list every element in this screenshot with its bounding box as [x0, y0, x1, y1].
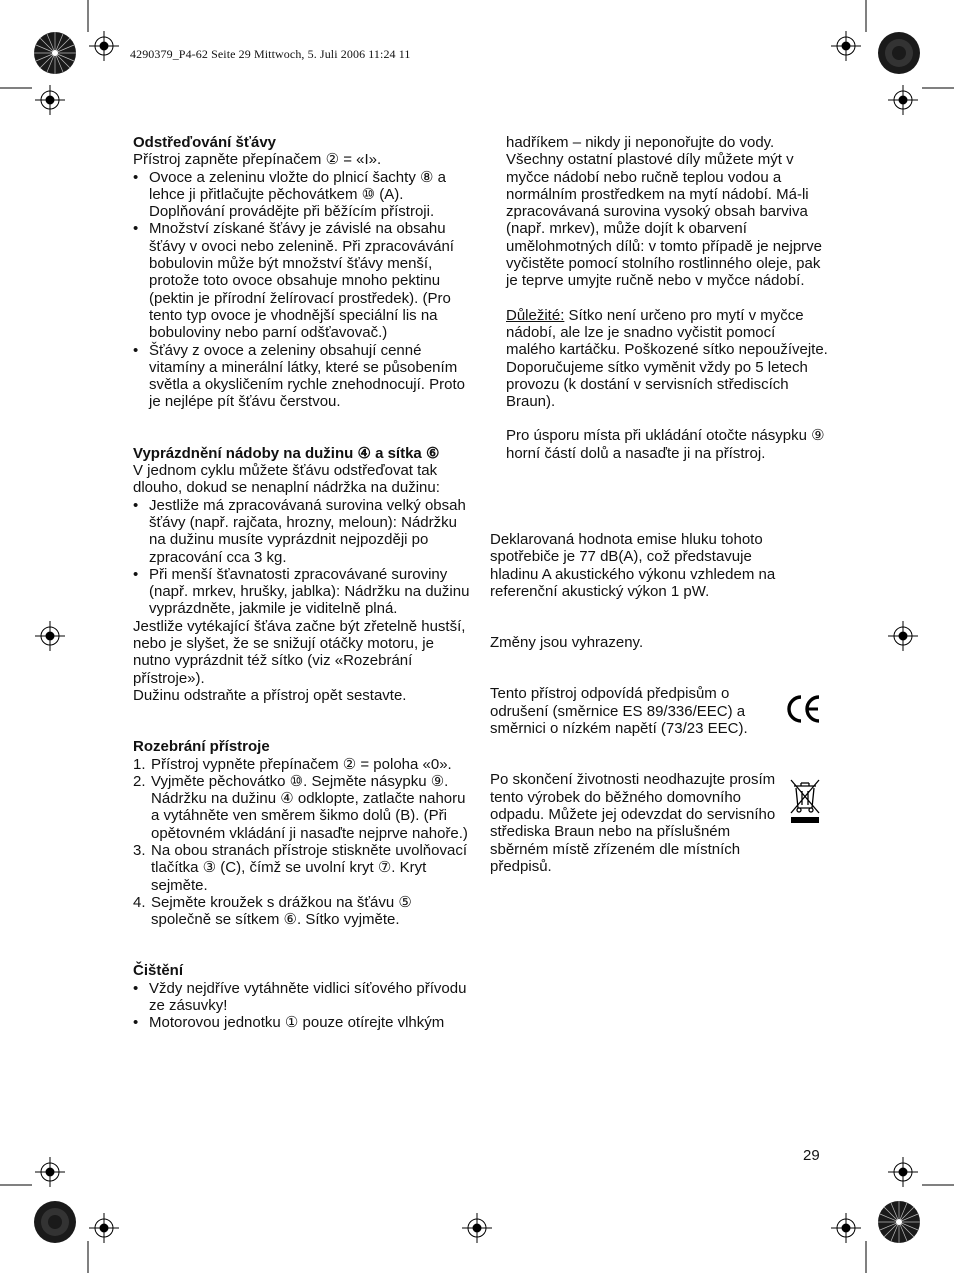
list-item: 1. Přístroj vypněte přepínačem ② = poloha «0». — [133, 755, 452, 773]
paragraph: Jestliže vytékající šťáva začne být zřetelně hustší, nebo je slyšet, že se snižují otáčky motoru, je nutno vyprázdnit též sítko (viz «Rozebrání přístroje»). — [133, 617, 466, 687]
star-target-icon — [878, 32, 920, 74]
bullet-list — [133, 980, 473, 1032]
section-title-emptying: Vyprázdnění nádoby na dužinu ④ a sítka ⑥ — [133, 444, 440, 462]
registration-target-icon — [888, 85, 918, 115]
registration-target-icon — [35, 621, 65, 651]
bullet-list — [133, 169, 473, 411]
numbered-list — [133, 756, 473, 929]
ce-mark-icon — [786, 694, 822, 724]
ce-statement: Tento přístroj odpovídá předpisům o odrušení (směrnice ES 89/336/EEC) a směrnici o nízkém napětí (73/23 EEC). — [490, 685, 748, 738]
list-item: • Množství získané šťávy je závislé na obsahu šťávy v ovoci nebo zelenině. Při zpracovávání bobulovin může být množství šťávy menší, protože toto ovoce obsahuje mnoho pektinu (pektin je přírodní želírovací prostředek). (Pro tento typ ovoce je vhodnější speciální lis na bobuloviny nebo parní odšťavovač.) — [133, 220, 473, 341]
star-target-icon — [878, 1201, 920, 1243]
page-number: 29 — [803, 1147, 820, 1164]
paragraph: Pro úsporu místa při ukládání otočte násypku ⑨ horní částí dolů a nasaďte ji na přístroj. — [506, 427, 825, 462]
notes-column — [490, 531, 790, 875]
bullet-list — [133, 497, 473, 618]
star-target-icon — [34, 1201, 76, 1243]
print-slug: 4290379_P4-62 Seite 29 Mittwoch, 5. Juli 2006 11:24 11 — [130, 47, 411, 61]
paragraph: V jednom cyklu můžete šťávu odstřeďovat tak dlouho, dokud se nenaplní nádržka na dužinu: — [133, 462, 440, 497]
right-column — [506, 134, 828, 462]
registration-target-icon — [462, 1213, 492, 1243]
list-item: 4. Sejměte kroužek s drážkou na šťávu ⑤ společně se sítkem ⑥. Sítko vyjměte. — [133, 893, 412, 929]
list-item: • Šťávy z ovoce a zeleniny obsahují cenné vitamíny a minerální látky, které se působením světla a okysličením rychle znehodnocují. Proto je nejlépe pít šťávu čerstvou. — [133, 342, 473, 411]
list-item: 2. Vyjměte pěchovátko ⑩. Sejměte násypku ⑨. Nádržku na dužinu ④ odklopte, zatlačte nahoru a vytáhněte ven směrem šikmo dolů (B). (Při opětovném vkládání ji nasaďte nejprve nahoře.) — [133, 772, 468, 842]
section-title-cleaning: Čištění — [133, 962, 184, 980]
list-item: • Vždy nejdříve vytáhněte vidlici síťového přívodu ze zásuvky! — [133, 980, 473, 1015]
registration-target-icon — [831, 1213, 861, 1243]
paragraph: Přístroj zapněte přepínačem ② = «I». — [133, 151, 382, 169]
star-target-icon — [34, 32, 76, 74]
list-item: • Ovoce a zeleninu vložte do plnicí šachty ⑧ a lehce ji přitlačujte pěchovátkem ⑩ (A). Doplňování provádějte při běžícím přístroji. — [133, 169, 473, 221]
registration-target-icon — [888, 621, 918, 651]
crossed-bin-icon — [788, 776, 822, 826]
disposal-statement: Po skončení životnosti neodhazujte prosím tento výrobek do běžného domovního odpadu. Můžete jej odevzdat do servisního střediska Braun nebo na příslušném sběrném místě zřízeném dle místních předpisů. — [490, 771, 776, 875]
registration-target-icon — [89, 1213, 119, 1243]
registration-target-icon — [89, 31, 119, 61]
section-title-disassembly: Rozebrání přístroje — [133, 738, 270, 756]
important-note: Důležité: Sítko není určeno pro mytí v myčce nádobí, ale lze je snadno vyčistit pomocí malého kartáčku. Poškozené sítko nepoužívejte. Doporučujeme sítko vyměnit vždy po 5 letech provozu (k dostání v servisních střediscích Braun). — [506, 306, 828, 411]
list-item: 3. Na obou stranách přístroje stiskněte uvolňovací tlačítka ③ (C), čímž se uvolní kryt ⑦. Kryt sejměte. — [133, 841, 468, 894]
list-item: • Při menší šťavnatosti zpracovávané suroviny (např. mrkev, hrušky, jablka): Nádržku na dužinu vyprázdněte, jakmile je viditelně plná. — [133, 566, 473, 618]
paragraph: Dužinu odstraňte a přístroj opět sestavte. — [133, 686, 407, 704]
registration-target-icon — [888, 1157, 918, 1187]
registration-target-icon — [831, 31, 861, 61]
section-title-juicing: Odstřeďování šťávy — [133, 134, 277, 151]
paragraph: hadříkem – nikdy ji neponořujte do vody. Všechny ostatní plastové díly můžete mýt v myčce nádobí nebo ručně teplou vodou a normálním prostředkem na mytí nádobí. Má-li zpracovávaná surovina vysoký obsah barviva (např. mrkev), může dojít k obarvení umělohmotných dílů: v tomto případě je nejprve vyčistěte pomocí stolního rostlinného oleje, pak je teprve umyjte ručně nebo v myčce nádobí. — [506, 134, 823, 290]
noise-statement: Deklarovaná hodnota emise hluku tohoto spotřebiče je 77 dB(A), což představuje hladinu A akustického výkonu vzhledem na referenční akustický výkon 1 pW. — [490, 531, 776, 600]
registration-target-icon — [35, 1157, 65, 1187]
registration-target-icon — [35, 85, 65, 115]
list-item: • Jestliže má zpracovávaná surovina velký obsah šťávy (např. rajčata, hrozny, meloun): Nádržku na dužinu musíte vyprázdnit nejpozději po zpracování cca 3 kg. — [133, 497, 473, 566]
changes-statement: Změny jsou vyhrazeny. — [490, 634, 644, 652]
list-item: • Motorovou jednotku ① pouze otírejte vlhkým — [133, 1014, 473, 1031]
important-label: Důležité: — [506, 306, 565, 324]
left-column — [133, 134, 473, 1032]
